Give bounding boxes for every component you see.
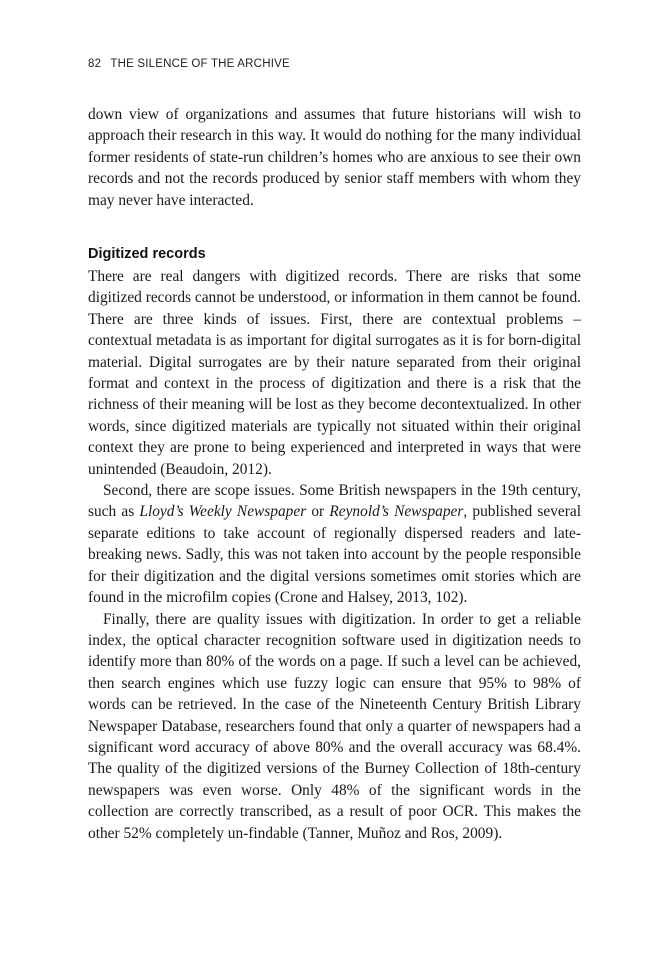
running-header xyxy=(88,58,290,70)
running-title: THE SILENCE OF THE ARCHIVE xyxy=(110,58,290,70)
section-paragraph-1: There are real dangers with digitized records. There are risks that some digitized records cannot be understood, or information in them cannot be found. There are three kinds of issues. First, there are contextual problems – contextual metadata is as important for digital surrogates as it is for born-digital material. Digital surrogates are by their nature separated from their original format and context in the process of digitization and there is a risk that the richness of their meaning will be lost as they become decontextualized. In other words, since digitized materials are typically not situated within their original context they are prone to being experienced and interpreted in ways that were unintended (Beaudoin, 2012). xyxy=(88,268,581,478)
paragraph-2-text-before: Second, there are scope issues. Some British newspapers in the 19th century, such as xyxy=(88,482,581,521)
section-paragraph-3: Finally, there are quality issues with digitization. In order to get a reliable index, the optical character recognition software used in digitization needs to identify more than 80% of the words on a page. If such a level can be achieved, then search engines which use fuzzy logic can ensure that 95% to 98% of words can be retrieved. In the case of the Nineteenth Century British Library Newspaper Database, researchers found that only a quarter of newspapers had a significant word accuracy of above 80% and the overall accuracy was 68.4%. The quality of the digitized versions of the Burney Collection of 18th-century newspapers was even worse. Only 48% of the significant words in the collection are correctly transcribed, as a result of poor OCR. This makes the other 52% completely un-findable (Tanner, Muñoz and Ros, 2009). xyxy=(88,610,581,842)
newspaper-title-reynolds: Reynold’s Newspaper xyxy=(329,503,464,521)
newspaper-title-lloyds: Lloyd’s Weekly Newspaper xyxy=(139,503,307,521)
paragraph-2-text-between: or xyxy=(306,503,330,521)
page-number: 82 xyxy=(88,58,102,70)
section-heading: Digitized records xyxy=(88,246,206,262)
intro-text-block xyxy=(88,104,581,211)
paragraph-2-text-after: , published several separate editions to take account of regionally dispersed readers and late-breaking news. Sadly, this was not taken into account by the people responsible for their digitization and the digital versions sometimes omit stories which are found in the microfilm copies (Crone and Halsey, 2013, 102). xyxy=(88,503,581,607)
section-text-block xyxy=(88,266,581,844)
intro-paragraph: down view of organizations and assumes that future historians will wish to approach their research in this way. It would do nothing for the many individual former residents of state-run children’s homes who are anxious to see their own records and not the records produced by senior staff members with whom they may never have interacted. xyxy=(88,106,581,209)
section-paragraph-2 xyxy=(88,480,581,608)
